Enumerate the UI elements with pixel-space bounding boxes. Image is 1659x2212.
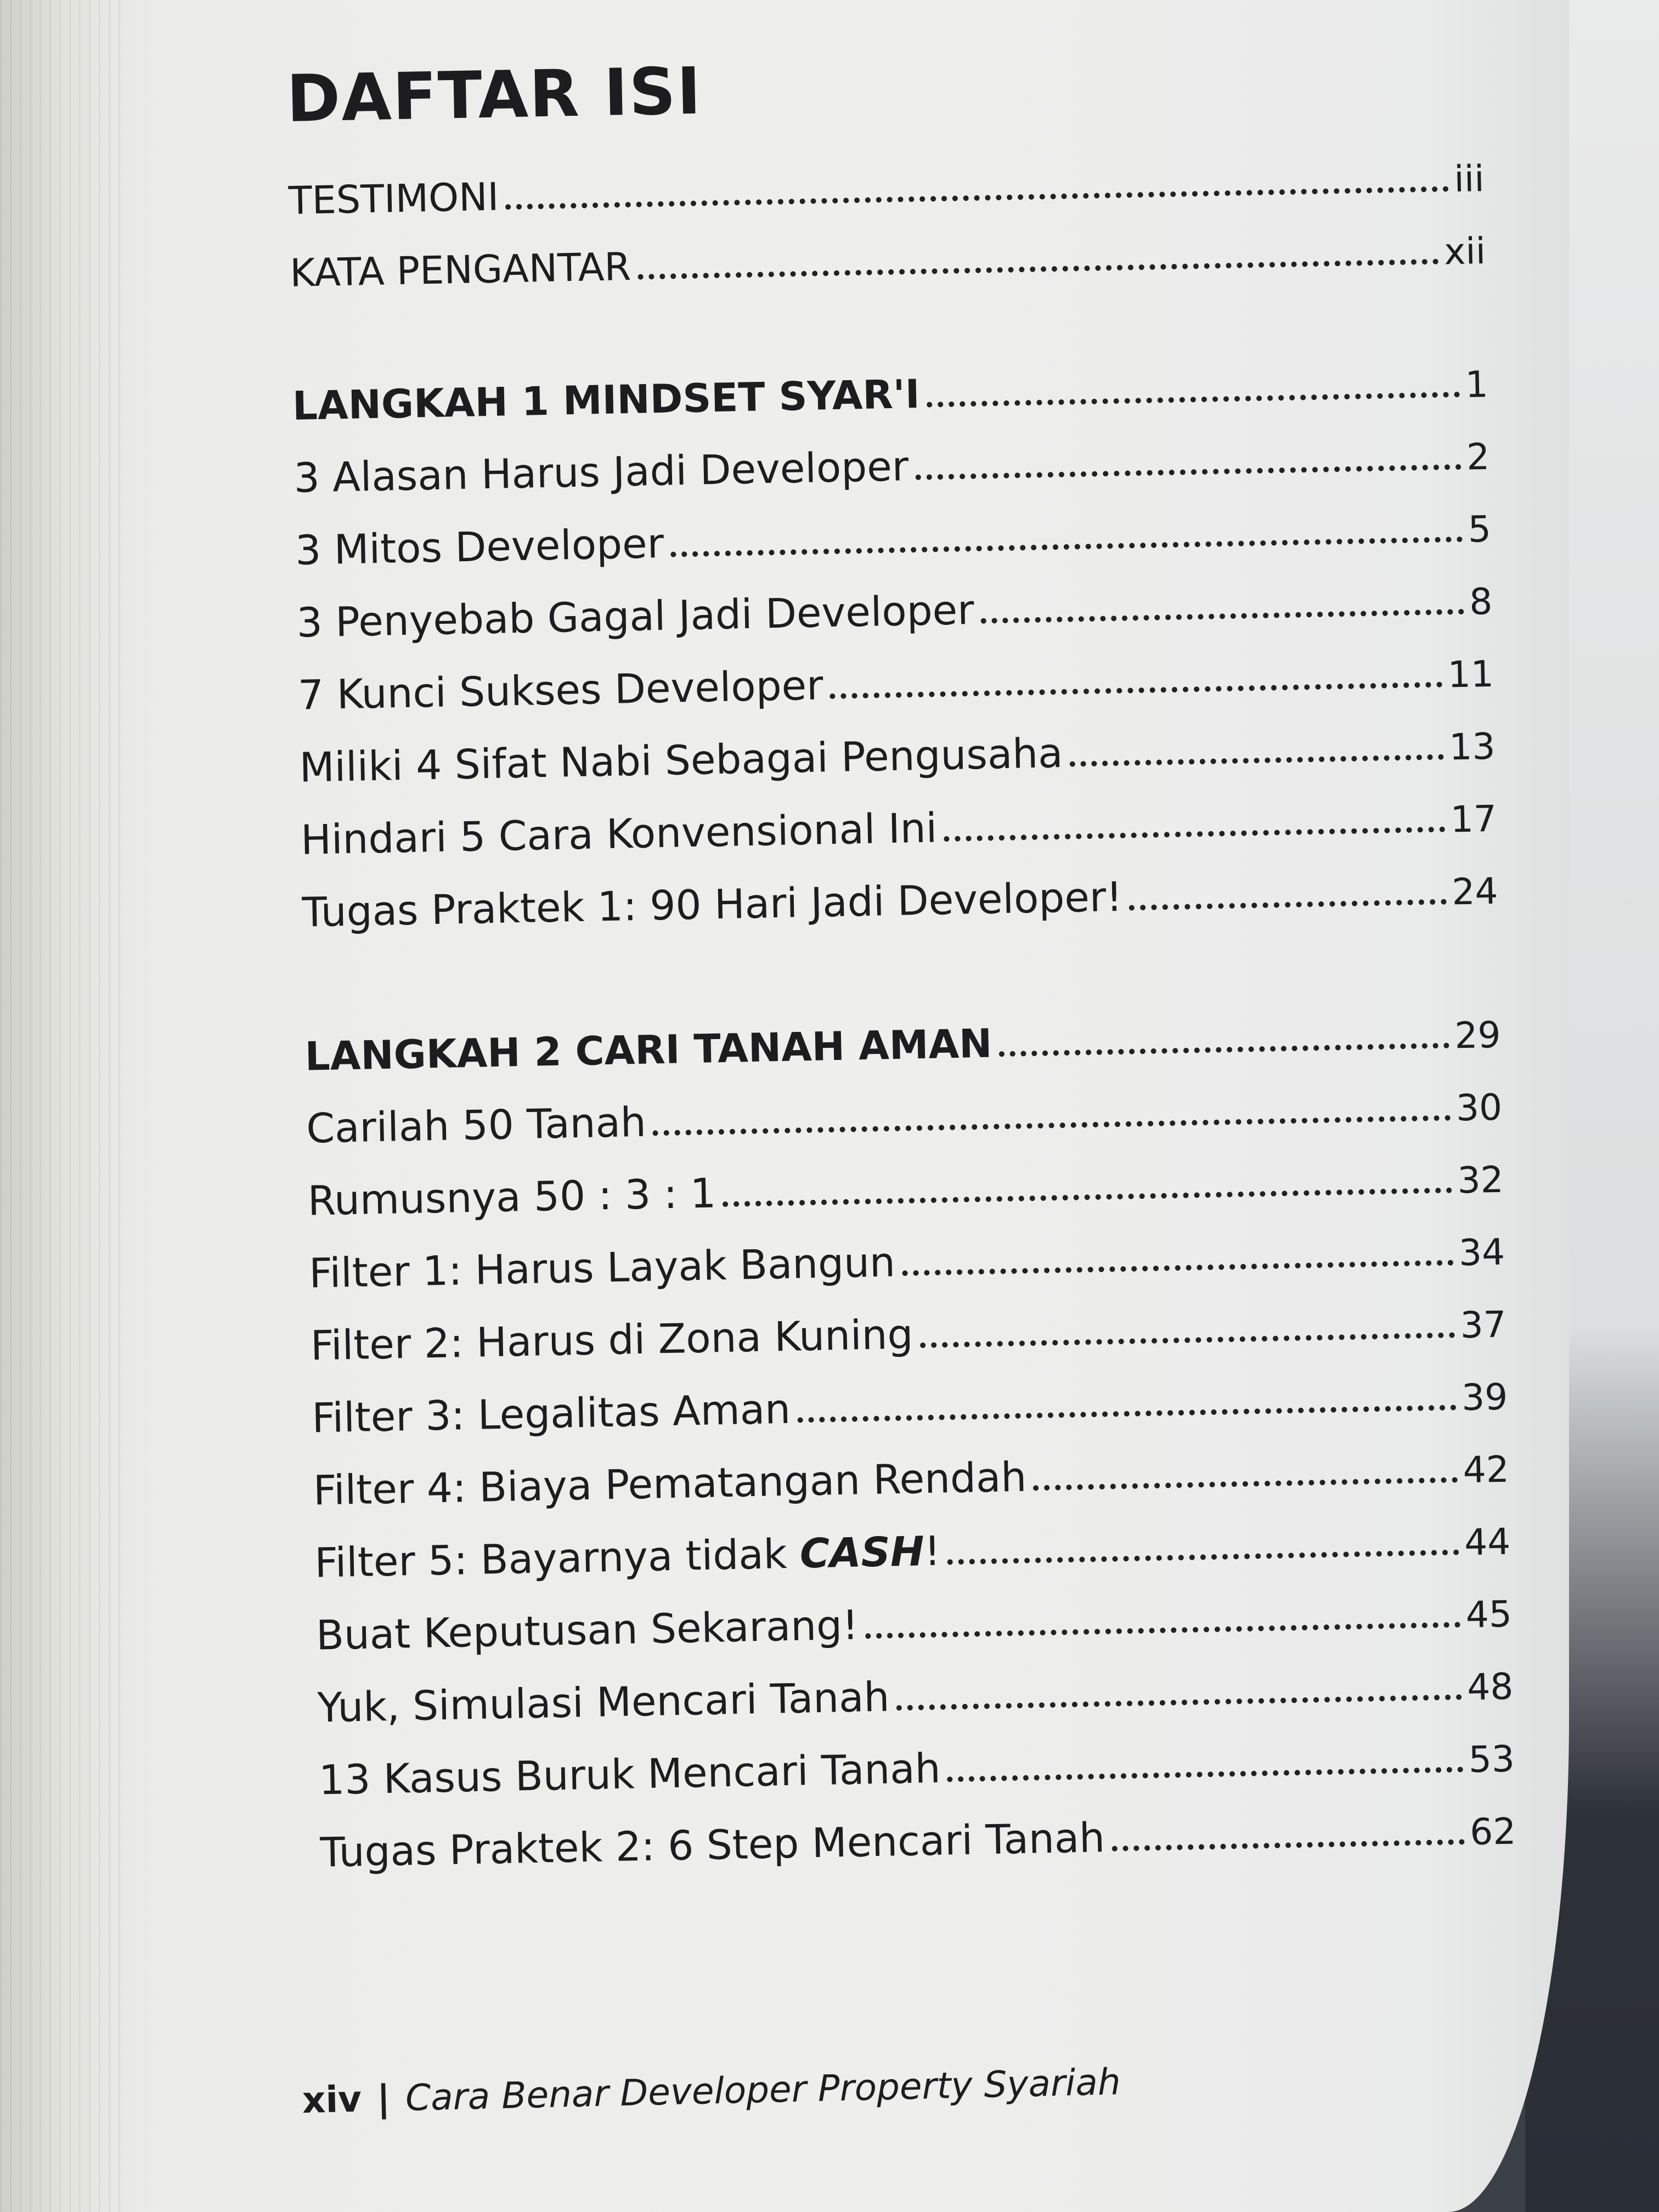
- toc-entry-label: Hindari 5 Cara Konvensional Ini: [300, 804, 938, 864]
- toc-page-number: 24: [1451, 870, 1499, 913]
- page-footer: [302, 2061, 1121, 2121]
- toc-chapter-2: [304, 997, 1517, 1889]
- toc-entry-label: 3 Mitos Developer: [295, 520, 664, 574]
- toc-entry-label: Filter 4: Biaya Pematangan Rendah: [313, 1453, 1027, 1515]
- dot-leader: [670, 537, 1463, 557]
- toc-chapter-1: [292, 347, 1499, 949]
- dot-leader: [1111, 1839, 1465, 1851]
- dot-leader: [920, 1333, 1455, 1348]
- toc-page-number: iii: [1453, 157, 1485, 201]
- page-edges: [0, 0, 126, 2212]
- toc-page-number: xii: [1443, 230, 1486, 273]
- dot-leader: [830, 682, 1443, 699]
- toc-entry-label-suffix: !: [923, 1527, 941, 1576]
- dot-leader: [981, 609, 1464, 624]
- toc-front-matter: [288, 142, 1487, 309]
- page-folio: xiv: [302, 2078, 362, 2121]
- toc-page-number: 11: [1447, 652, 1494, 696]
- toc-content: [285, 10, 1517, 1889]
- toc-chapter-label: LANGKAH 1 MINDSET SYAR'I: [292, 370, 921, 429]
- dot-leader: [505, 186, 1449, 210]
- dot-leader: [637, 259, 1438, 280]
- running-title: Cara Benar Developer Property Syariah: [405, 2061, 1121, 2119]
- dot-leader: [947, 1767, 1464, 1782]
- toc-page-number: 39: [1461, 1375, 1508, 1419]
- toc-page-number: 34: [1458, 1231, 1505, 1274]
- toc-entry-label-emphasis: CASH: [799, 1528, 925, 1578]
- toc-page-number: 29: [1454, 1013, 1502, 1057]
- toc-page-number: 44: [1464, 1520, 1511, 1564]
- toc-entry-label-prefix: Filter 5: Bayarnya tidak: [314, 1530, 800, 1587]
- toc-entry-label: Filter 3: Legalitas Aman: [311, 1385, 791, 1442]
- dot-leader: [723, 1188, 1452, 1207]
- toc-page-number: 53: [1468, 1737, 1515, 1781]
- toc-page-number: 32: [1457, 1158, 1504, 1202]
- toc-entry-label: Miliki 4 Sifat Nabi Sebagai Pengusaha: [298, 730, 1064, 792]
- toc-page-number: 8: [1469, 580, 1493, 623]
- footer-separator: |: [376, 2077, 391, 2120]
- toc-entry-label: Tugas Praktek 1: 90 Hari Jadi Developer!: [301, 873, 1123, 936]
- dot-leader: [947, 1549, 1459, 1565]
- toc-page-number: 13: [1448, 725, 1496, 769]
- dot-leader: [927, 392, 1460, 408]
- toc-entry-label: 3 Alasan Harus Jadi Developer: [293, 443, 909, 502]
- toc-page-number: 45: [1465, 1593, 1513, 1637]
- toc-entry-label: Carilah 50 Tanah: [306, 1098, 647, 1153]
- toc-page-number: 5: [1468, 507, 1492, 551]
- dot-leader: [902, 1260, 1453, 1276]
- dot-leader: [944, 827, 1445, 842]
- dot-leader: [1033, 1477, 1458, 1491]
- toc-page-number: 42: [1462, 1448, 1510, 1492]
- toc-entry-label: 7 Kunci Sukses Developer: [297, 662, 824, 719]
- page-title: DAFTAR ISI: [285, 53, 703, 137]
- toc-entry-label: 3 Penyebab Gagal Jadi Developer: [296, 586, 975, 647]
- toc-page-number: 48: [1466, 1665, 1514, 1709]
- toc-page-number: 17: [1450, 797, 1497, 841]
- toc-entry-label: 13 Kasus Buruk Mencari Tanah: [318, 1745, 941, 1804]
- toc-entry-label: Tugas Praktek 2: 6 Step Mencari Tanah: [319, 1814, 1105, 1877]
- dot-leader: [1129, 899, 1447, 911]
- toc-entry-label: Rumusnya 50 : 3 : 1: [307, 1170, 716, 1225]
- toc-chapter-label: LANGKAH 2 CARI TANAH AMAN: [304, 1020, 993, 1080]
- toc-entry-label: Filter 2: Harus di Zona Kuning: [310, 1311, 914, 1370]
- toc-page-number: 37: [1459, 1303, 1507, 1347]
- toc-page-number: 30: [1455, 1086, 1503, 1130]
- toc-page-number: 62: [1469, 1810, 1517, 1854]
- dot-leader: [1070, 754, 1444, 767]
- dot-leader: [797, 1404, 1456, 1423]
- toc-entry-label: Filter 1: Harus Layak Bangun: [308, 1239, 896, 1297]
- toc-page-number: 2: [1466, 436, 1490, 478]
- toc-page-number: 1: [1464, 363, 1489, 406]
- dot-leader: [865, 1622, 1460, 1639]
- toc-entry-label: Yuk, Simulasi Mencari Tanah: [317, 1673, 890, 1732]
- toc-entry-label: Buat Keputusan Sekarang!: [315, 1601, 859, 1660]
- toc-entry-label: KATA PENGANTAR: [289, 244, 631, 296]
- dot-leader: [915, 464, 1461, 480]
- toc-entry-label: [314, 1515, 941, 1600]
- dot-leader: [999, 1043, 1449, 1057]
- toc-entry-label: TESTIMONI: [288, 174, 499, 223]
- dot-leader: [896, 1694, 1462, 1711]
- dot-leader: [653, 1115, 1451, 1136]
